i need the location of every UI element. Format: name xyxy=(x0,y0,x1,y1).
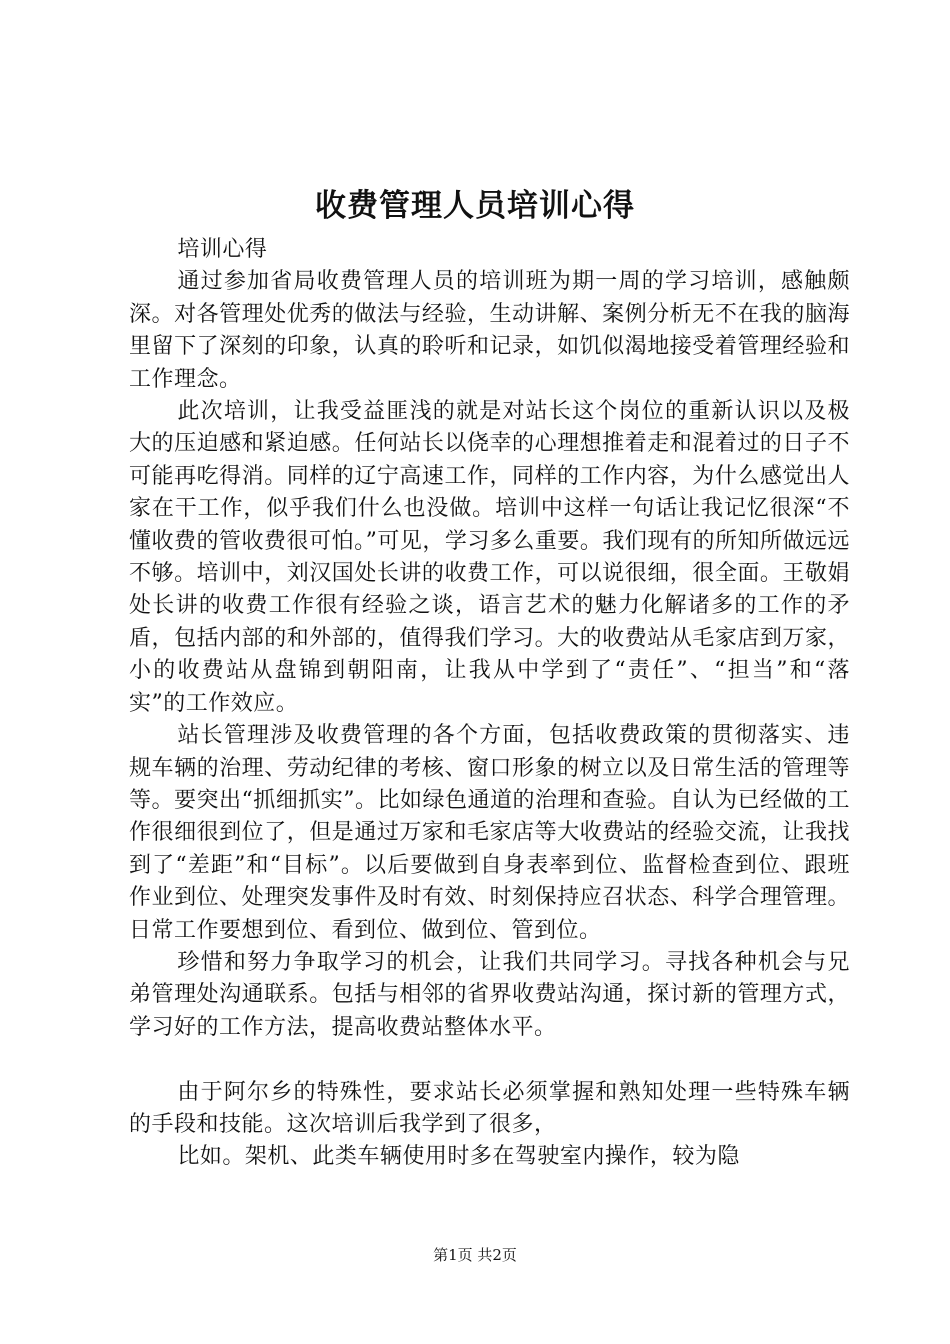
document-body xyxy=(129,234,850,1174)
document-title: 收费管理人员培训心得 xyxy=(315,188,635,224)
paragraph-heading: 培训心得 xyxy=(177,237,268,262)
paragraph: 通过参加省局收费管理人员的培训班为期一周的学习培训，感触颇深。对各管理处优秀的做法与经验，生动讲解、案例分析无不在我的脑海里留下了深刻的印象，认真的聆听和记录，如饥似渴地接受着管理经验和工作理念。 xyxy=(129,269,850,392)
paragraph: 珍惜和努力争取学习的机会，让我们共同学习。寻找各种机会与兄弟管理处沟通联系。包括与相邻的省界收费站沟通，探讨新的管理方式，学习好的工作方法，提高收费站整体水平。 xyxy=(129,949,850,1040)
paragraph: 站长管理涉及收费管理的各个方面，包括收费政策的贯彻落实、违规车辆的治理、劳动纪律的考核、窗口形象的树立以及日常生活的管理等等。要突出“抓细抓实”。比如绿色通道的治理和查验。自认为已经做的工作很细很到位了，但是通过万家和毛家店等大收费站的经验交流，让我找到了“差距”和“目标”。以后要做到自身表率到位、监督检查到位、跟班作业到位、处理突发事件及时有效、时刻保持应召状态、科学合理管理。日常工作要想到位、看到位、做到位、管到位。 xyxy=(129,723,850,943)
paragraph: 此次培训，让我受益匪浅的就是对站长这个岗位的重新认识以及极大的压迫感和紧迫感。任何站长以侥幸的心理想推着走和混着过的日子不可能再吃得消。同样的辽宁高速工作，同样的工作内容，为什么感觉出人家在干工作，似乎我们什么也没做。培训中这样一句话让我记忆很深“不懂收费的管收费很可怕。”可见，学习多么重要。我们现有的所知所做远远不够。培训中，刘汉国处长讲的收费工作，可以说很细，很全面。王敬娟处长讲的收费工作很有经验之谈，语言艺术的魅力化解诸多的工作的矛盾，包括内部的和外部的，值得我们学习。大的收费站从毛家店到万家，小的收费站从盘锦到朝阳南，让我从中学到了“责任”、“担当”和“落实”的工作效应。 xyxy=(129,399,850,716)
paragraph: 由于阿尔乡的特殊性，要求站长必须掌握和熟知处理一些特殊车辆的手段和技能。这次培训后我学到了很多， xyxy=(129,1079,850,1137)
blank-line xyxy=(129,1044,850,1076)
page-number-footer: 第1页 共2页 xyxy=(433,1246,517,1264)
paragraph: 比如。架机、此类车辆使用时多在驾驶室内操作，较为隐 xyxy=(177,1144,740,1170)
